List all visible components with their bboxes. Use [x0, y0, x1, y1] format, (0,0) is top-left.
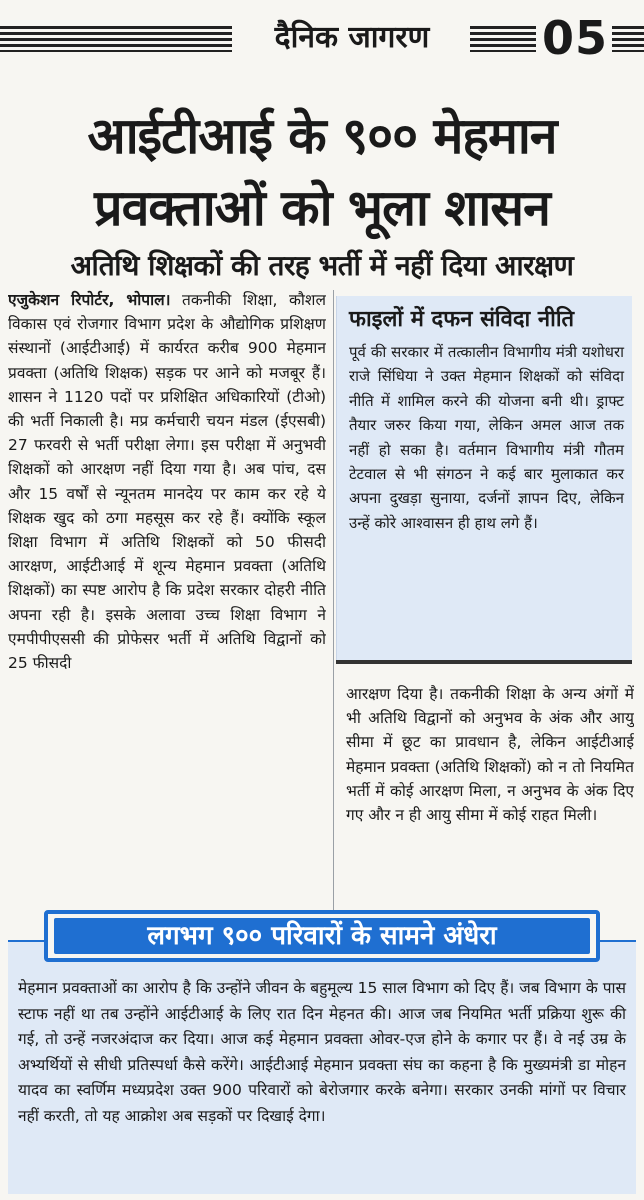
- header-hatch-far-right: [612, 26, 644, 52]
- left-column-text: तकनीकी शिक्षा, कौशल विकास एवं रोजगार विभाग प्रदेश के औद्योगिक प्रशिक्षण संस्थानों (आईटीआई) में कार्यरत करीब 900 मेहमान प्रवक्ता (अतिथि शिक्षक) सड़क पर आने को मजबूर हैं। शासन ने 1120 पदों पर प्रशिक्षित अधिकारियों (टीओ) की भर्ती निकाली है। मप्र कर्मचारी चयन मंडल (ईएसबी) 27 फरवरी से भर्ती परीक्षा लेगा। इस परीक्षा में अनुभवी शिक्षकों को आरक्षण नहीं दिया गया है। अब पांच, दस और 15 वर्षों से न्यूनतम मानदेय पर काम कर रहे ये शिक्षक खुद को ठगा महसूस कर रहे हैं। क्योंकि स्कूल शिक्षा विभाग में अतिथि शिक्षकों को 50 फीसदी आरक्षण, आईटीआई में शून्य मेहमान प्रवक्ता (अतिथि शिक्षकों) का स्पष्ट आरोप है कि प्रदेश सरकार दोहरी नीति अपना रही है। इसके अलावा उच्च शिक्षा विभाग ने एमपीपीएससी की प्रोफेसर भर्ती में अतिथि विद्वानों को 25 फीसदी: [8, 291, 326, 673]
- masthead: दैनिक जागरण: [240, 18, 464, 58]
- sidebar-box-title: फाइलों में दफन संविदा नीति: [349, 307, 575, 332]
- left-column: [8, 288, 326, 928]
- headline-line-1: आईटीआई के ९०० मेहमान: [87, 107, 557, 165]
- right-column-continued: आरक्षण दिया है। तकनीकी शिक्षा के अन्य अंगों में भी अतिथि विद्वानों को अनुभव के अंक और आयु सीमा में छूट का प्रावधान है, लेकिन आईटीआई मेहमान प्रवक्ता (अतिथि शिक्षकों) को न तो नियमित भर्ती में कोई आरक्षण मिला, न अनुभव के अंक दिए गए और न ही आयु सीमा में कोई राहत मिली।: [346, 685, 634, 825]
- bottom-box-text: मेहमान प्रवक्ताओं का आरोप है कि उन्होंने जीवन के बहुमूल्य 15 साल विभाग को दिए हैं। जब विभाग के पास स्टाफ नहीं था तब उन्होंने आईटीआई के लिए रात दिन मेहनत की। आज जब नियमित भर्ती प्रक्रिया शुरू की गई, तो उन्हें नजरअंदाज कर दिया। आज कई मेहमान प्रवक्ता ओवर-एज होने के कगार पर हैं। वे नई उम्र के अभ्यर्थियों से सीधी प्रतिस्पर्धा कैसे करेंगे। आईटीआई मेहमान प्रवक्ता संघ का कहना है कि मुख्यमंत्री डा मोहन यादव का स्वर्णिम मध्यप्रदेश उक्त 900 परिवारों को बेरोजगार करके बनेगा। सरकार उनकी मांगों पर विचार नहीं करती, तो यह आक्रोश अब सड़कों पर दिखाई देगा।: [18, 979, 626, 1125]
- headline: [10, 100, 634, 244]
- column-divider: [333, 290, 334, 926]
- page-number: 05: [538, 12, 612, 64]
- banner-title: लगभग ९०० परिवारों के सामने अंधेरा: [54, 918, 590, 954]
- headline-line-2: प्रवक्ताओं को भूला शासन: [94, 179, 550, 237]
- header-hatch-left: [0, 26, 232, 52]
- sidebar-box: [336, 296, 632, 660]
- page-header: [0, 10, 644, 66]
- section-banner: [44, 910, 600, 962]
- bottom-box: [8, 940, 636, 1194]
- header-hatch-right: [470, 26, 536, 52]
- subheadline: अतिथि शिक्षकों की तरह भर्ती में नहीं दिया आरक्षण: [70, 249, 574, 282]
- byline: एजुकेशन रिपोर्टर, भोपाल।: [8, 291, 171, 309]
- sidebar-box-rule: [336, 660, 632, 664]
- sidebar-box-text: पूर्व की सरकार में तत्कालीन विभागीय मंत्री यशोधरा राजे सिंधिया ने उक्त मेहमान शिक्षकों को संविदा नीति में शामिल करने की योजना बनी थी। ड्राफ्ट तैयार जरुर किया गया, लेकिन अमल आज तक नहीं हो सका है। वर्तमान विभागीय मंत्री गौतम टेटवाल से भी संगठन ने कई बार मुलाकात कर अपना दुखड़ा सुनाया, दर्जनों ज्ञापन दिए, लेकिन उन्हें कोरे आश्वासन ही हाथ लगे हैं।: [349, 343, 624, 532]
